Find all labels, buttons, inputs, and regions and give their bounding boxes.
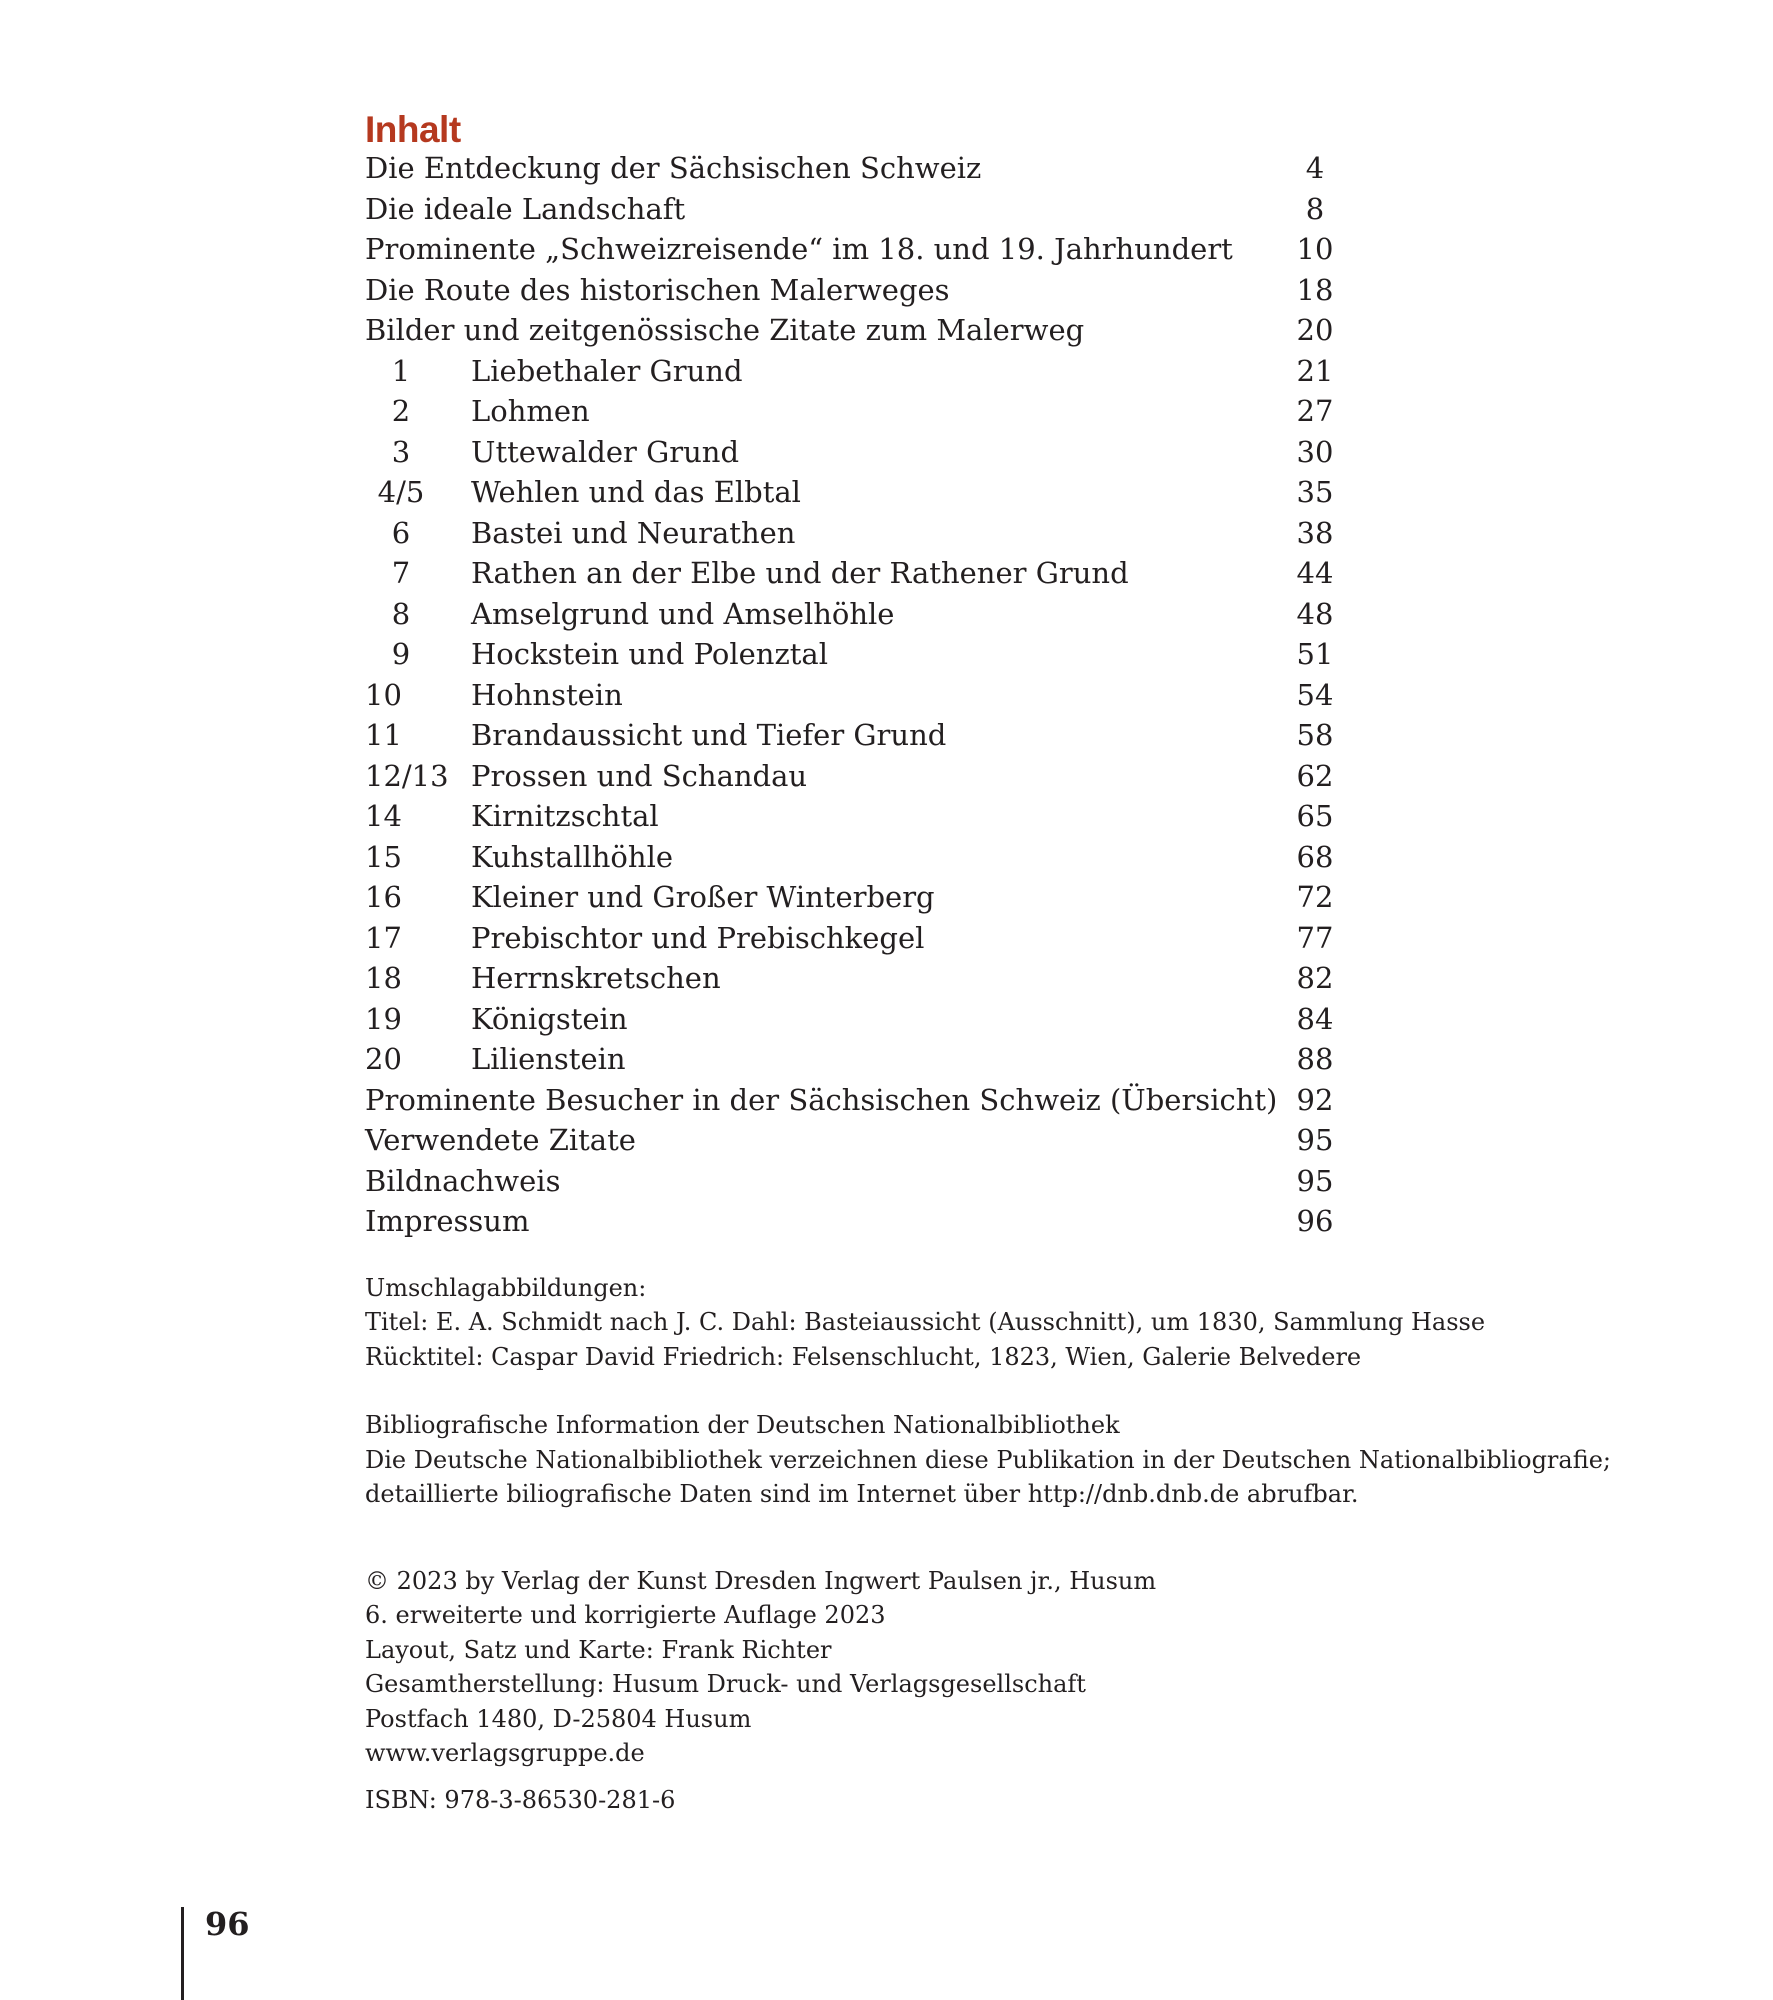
toc-entry-page: 30 (1296, 434, 1334, 469)
toc-entry-page: 8 (1305, 191, 1325, 226)
toc-entry-title: Lohmen (471, 394, 590, 428)
toc-entry-page: 68 (1296, 839, 1334, 874)
cover-credits-heading: Umschlagabbildungen: (365, 1273, 647, 1302)
toc-entry-page: 95 (1296, 1123, 1334, 1157)
toc-entry-page: 96 (1296, 1204, 1334, 1238)
imprint-line: Postfach 1480, D-25804 Husum (365, 1704, 752, 1733)
toc-entry (365, 1080, 1525, 1121)
toc-entry-title: Prossen und Schandau (471, 758, 808, 793)
toc-entry-number: 20 (365, 1042, 402, 1076)
toc-entry-title: Kleiner und Großer Winterberg (471, 880, 935, 914)
toc-entry (365, 1201, 1525, 1242)
toc-entry-number: 9 (391, 637, 411, 671)
toc-entry-number: 4/5 (377, 475, 425, 509)
imprint-line: © 2023 by Verlag der Kunst Dresden Ingwert Paulsen jr., Husum (365, 1566, 1157, 1595)
toc-entry-number: 19 (365, 1001, 402, 1036)
bibliographic-line: detaillierte biliografische Daten sind im Internet über http://dnb.dnb.de abrufbar. (365, 1480, 1359, 1508)
toc-entry (365, 432, 1525, 473)
toc-entry (365, 553, 1525, 594)
folio-rule (181, 1907, 184, 2000)
toc-entry (365, 594, 1525, 635)
toc-entry-page: 20 (1296, 313, 1334, 347)
toc-entry (365, 715, 1525, 756)
toc-entry (365, 634, 1525, 675)
toc-entry-number: 10 (365, 677, 402, 712)
toc-entry-page: 82 (1296, 961, 1334, 995)
toc-entry (365, 189, 1525, 230)
imprint-line: Layout, Satz und Karte: Frank Richter (365, 1635, 832, 1664)
toc-entry-title: Prebischtor und Prebischkegel (471, 920, 925, 955)
toc-entry-page: 21 (1296, 353, 1334, 388)
toc-entry (365, 351, 1525, 392)
toc-entry-number: 15 (365, 839, 402, 874)
toc-entry (365, 229, 1525, 270)
toc-entry-page: 4 (1305, 151, 1325, 185)
toc-entry-number: 14 (365, 799, 402, 833)
cover-credits (365, 1271, 1525, 1375)
toc-entry-title: Verwendete Zitate (365, 1123, 636, 1157)
toc-entry-number: 2 (391, 394, 411, 428)
toc-entry (365, 148, 1525, 189)
toc-entry-title: Liebethaler Grund (471, 353, 743, 388)
toc-list (365, 148, 1525, 1242)
toc-entry-page: 44 (1296, 556, 1334, 590)
toc-entry (365, 837, 1525, 878)
toc-entry-title: Prominente Besucher in der Sächsischen Schweiz (Übersicht) (365, 1082, 1278, 1117)
toc-entry-title: Bilder und zeitgenössische Zitate zum Malerweg (365, 313, 1085, 347)
toc-entry-page: 58 (1296, 718, 1334, 752)
toc-entry-page: 18 (1296, 272, 1334, 307)
toc-entry-number: 1 (391, 353, 411, 388)
toc-entry-title: Die Route des historischen Malerweges (365, 272, 950, 307)
toc-entry-page: 27 (1296, 394, 1334, 428)
toc-entry (365, 675, 1525, 716)
page-content (365, 108, 1612, 1817)
toc-entry-number: 8 (391, 596, 411, 631)
toc-entry (365, 472, 1525, 513)
toc-entry-title: Die Entdeckung der Sächsischen Schweiz (365, 151, 982, 185)
page-number: 96 (205, 1905, 250, 1943)
toc-entry-title: Kuhstallhöhle (471, 839, 674, 874)
toc-entry (365, 756, 1525, 797)
toc-entry-page: 62 (1296, 758, 1334, 793)
toc-entry-page: 72 (1296, 880, 1334, 914)
isbn: ISBN: 978-3-86530-281-6 (365, 1785, 676, 1814)
toc-entry-number: 12/13 (365, 758, 449, 793)
toc-entry-title: Wehlen und das Elbtal (471, 475, 801, 509)
toc-entry (365, 310, 1525, 351)
toc-entry (365, 1039, 1525, 1080)
imprint-line: www.verlagsgruppe.de (365, 1739, 645, 1767)
toc-entry-title: Hockstein und Polenztal (471, 637, 828, 671)
cover-credit-line: Rücktitel: Caspar David Friedrich: Felsenschlucht, 1823, Wien, Galerie Belvedere (365, 1342, 1362, 1371)
toc-entry (365, 513, 1525, 554)
bibliographic-line: Die Deutsche Nationalbibliothek verzeichnen diese Publikation in der Deutschen Nationalbibliografie; (365, 1445, 1612, 1474)
toc-entry-page: 95 (1296, 1163, 1334, 1198)
toc-entry-title: Amselgrund und Amselhöhle (471, 596, 895, 631)
toc-entry-title: Brandaussicht und Tiefer Grund (471, 718, 947, 752)
toc-entry-page: 77 (1296, 920, 1334, 955)
toc-entry (365, 1120, 1525, 1161)
toc-entry-title: Bastei und Neurathen (471, 515, 796, 550)
toc-entry-number: 18 (365, 961, 402, 995)
toc-entry-page: 35 (1296, 475, 1334, 509)
toc-entry (365, 877, 1525, 918)
toc-entry-number: 3 (391, 434, 411, 469)
toc-entry-page: 84 (1296, 1001, 1334, 1036)
toc-entry-title: Prominente „Schweizreisende“ im 18. und 19. Jahrhundert (365, 232, 1233, 266)
toc-entry-page: 10 (1296, 232, 1334, 266)
toc-entry-title: Die ideale Landschaft (365, 191, 686, 226)
toc-entry-page: 48 (1296, 596, 1334, 631)
toc-entry-title: Rathen an der Elbe und der Rathener Grund (471, 556, 1129, 590)
toc-entry-page: 88 (1296, 1042, 1334, 1076)
toc-entry-number: 6 (391, 515, 411, 550)
toc-entry-title: Bildnachweis (365, 1163, 561, 1198)
toc-entry-title: Herrnskretschen (471, 961, 721, 995)
toc-entry-number: 17 (365, 920, 402, 955)
toc-entry-number: 11 (365, 718, 402, 752)
cover-credit-line: Titel: E. A. Schmidt nach J. C. Dahl: Basteiaussicht (Ausschnitt), um 1830, Sammlung Hasse (365, 1308, 1486, 1336)
toc-entry-page: 38 (1296, 515, 1334, 550)
toc-entry-title: Kirnitzschtal (471, 799, 659, 833)
toc-entry (365, 391, 1525, 432)
toc-entry (365, 918, 1525, 959)
toc-entry (365, 796, 1525, 837)
toc-entry-title: Königstein (471, 1001, 628, 1036)
toc-entry (365, 1161, 1525, 1202)
imprint-line: 6. erweiterte und korrigierte Auflage 2023 (365, 1601, 886, 1629)
bibliographic-info (365, 1408, 1612, 1512)
toc-entry-title: Lilienstein (471, 1042, 626, 1076)
toc-entry-page: 54 (1296, 677, 1334, 712)
toc-entry-title: Impressum (365, 1204, 530, 1238)
imprint-line: Gesamtherstellung: Husum Druck- und Verlagsgesellschaft (365, 1670, 1086, 1698)
bibliographic-line: Bibliografische Information der Deutschen Nationalbibliothek (365, 1411, 1120, 1439)
toc-entry (365, 999, 1525, 1040)
toc-entry-title: Hohnstein (471, 677, 623, 712)
toc-entry-number: 16 (365, 880, 402, 914)
toc-entry-page: 65 (1296, 799, 1334, 833)
toc-entry-page: 51 (1296, 637, 1334, 671)
toc-entry-number: 7 (391, 556, 411, 590)
toc-title: Inhalt (365, 109, 461, 150)
toc-entry (365, 958, 1525, 999)
toc-entry-page: 92 (1296, 1082, 1334, 1117)
imprint (365, 1564, 1525, 1771)
toc-entry-title: Uttewalder Grund (471, 434, 740, 469)
toc-entry (365, 270, 1525, 311)
